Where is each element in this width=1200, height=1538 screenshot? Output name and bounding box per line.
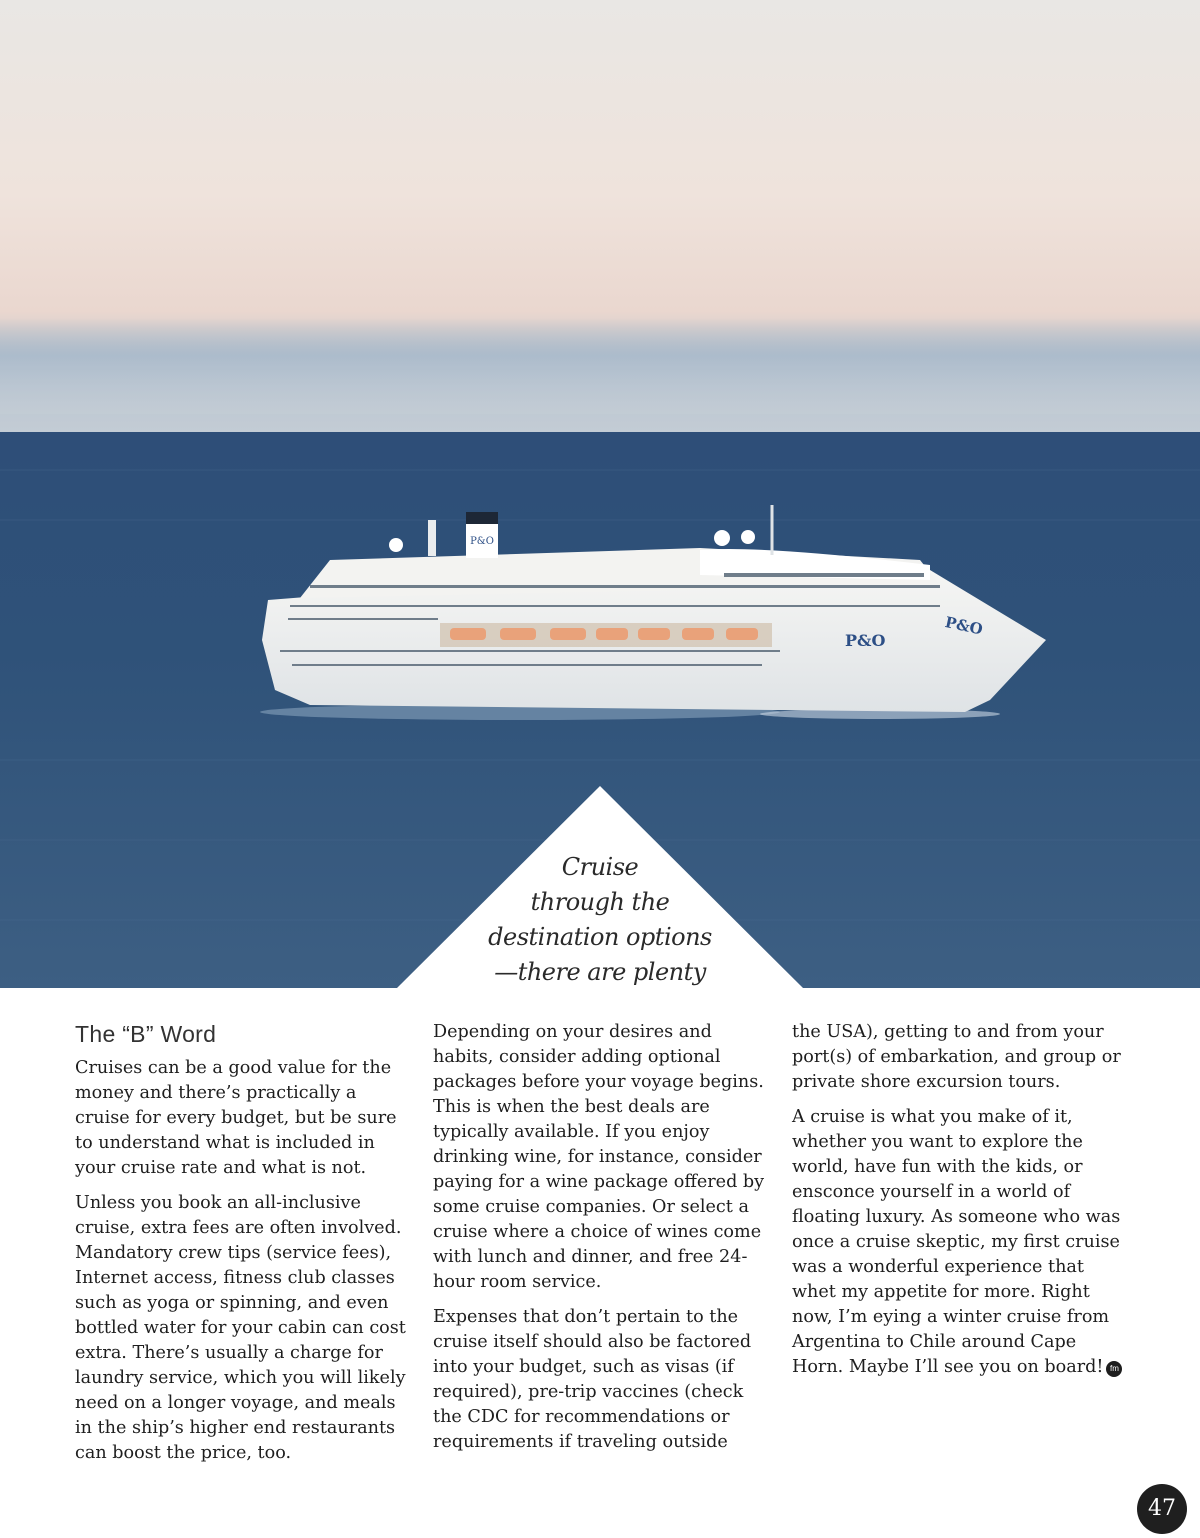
- pull-quote-line: through the: [530, 888, 670, 916]
- paragraph-text: A cruise is what you make of it, whether you want to explore the world, have fun with the kids, or ensconce yourself in a world of floating luxury. As someone who was once a cruise skeptic, my first cruise was a wonderful experience that whet my appetite for more. Right now, I’m eying a winter cruise from Argentina to Chile around Cape Horn. Maybe I’ll see you on board!: [792, 1107, 1121, 1377]
- funnel-logo: P&O: [470, 536, 494, 547]
- article-column-3: [792, 1020, 1132, 1390]
- paragraph: Cruises can be a good value for the money and there’s practically a cruise for every budget, but be sure to understand what is included in your cruise rate and what is not.: [75, 1058, 397, 1178]
- hull-logo: P&O: [845, 631, 886, 650]
- article-column-1: [75, 1020, 415, 1476]
- bow-logo: P&O: [943, 613, 985, 639]
- paragraph: Unless you book an all-inclusive cruise, extra fees are often involved. Mandatory crew tips (service fees), Internet access, fitness club classes such as yoga or spinning, and even bottled water for your cabin can cost extra. There’s usually a charge for laundry service, which you will likely need on a longer voyage, and meals in the ship’s higher end restaurants can boost the price, too.: [75, 1193, 406, 1463]
- paragraph: the USA), getting to and from your port(s) of embarkation, and group or private shore excursion tours.: [792, 1022, 1121, 1092]
- pull-quote-line: —there are plenty: [494, 958, 706, 986]
- pull-quote: [470, 850, 730, 990]
- pull-quote-line: destination options: [488, 923, 712, 951]
- paragraph-final: [792, 1105, 1132, 1380]
- end-mark-icon: fm: [1106, 1361, 1122, 1377]
- page-number: 47: [1137, 1484, 1187, 1534]
- article-column-2: [433, 1020, 773, 1465]
- section-heading: The “B” Word: [75, 1021, 217, 1047]
- paragraph: Depending on your desires and habits, consider adding optional packages before your voyage begins. This is when the best deals are typically available. If you enjoy drinking wine, for instance, consider paying for a wine package offered by some cruise companies. Or select a cruise where a choice of wines come with lunch and dinner, and free 24-hour room service.: [433, 1022, 765, 1292]
- pull-quote-line: Cruise: [561, 853, 639, 881]
- paragraph: Expenses that don’t pertain to the cruise itself should also be factored into your budget, such as visas (if required), pre-trip vaccines (check the CDC for recommendations or requirements if traveling outside: [433, 1307, 752, 1452]
